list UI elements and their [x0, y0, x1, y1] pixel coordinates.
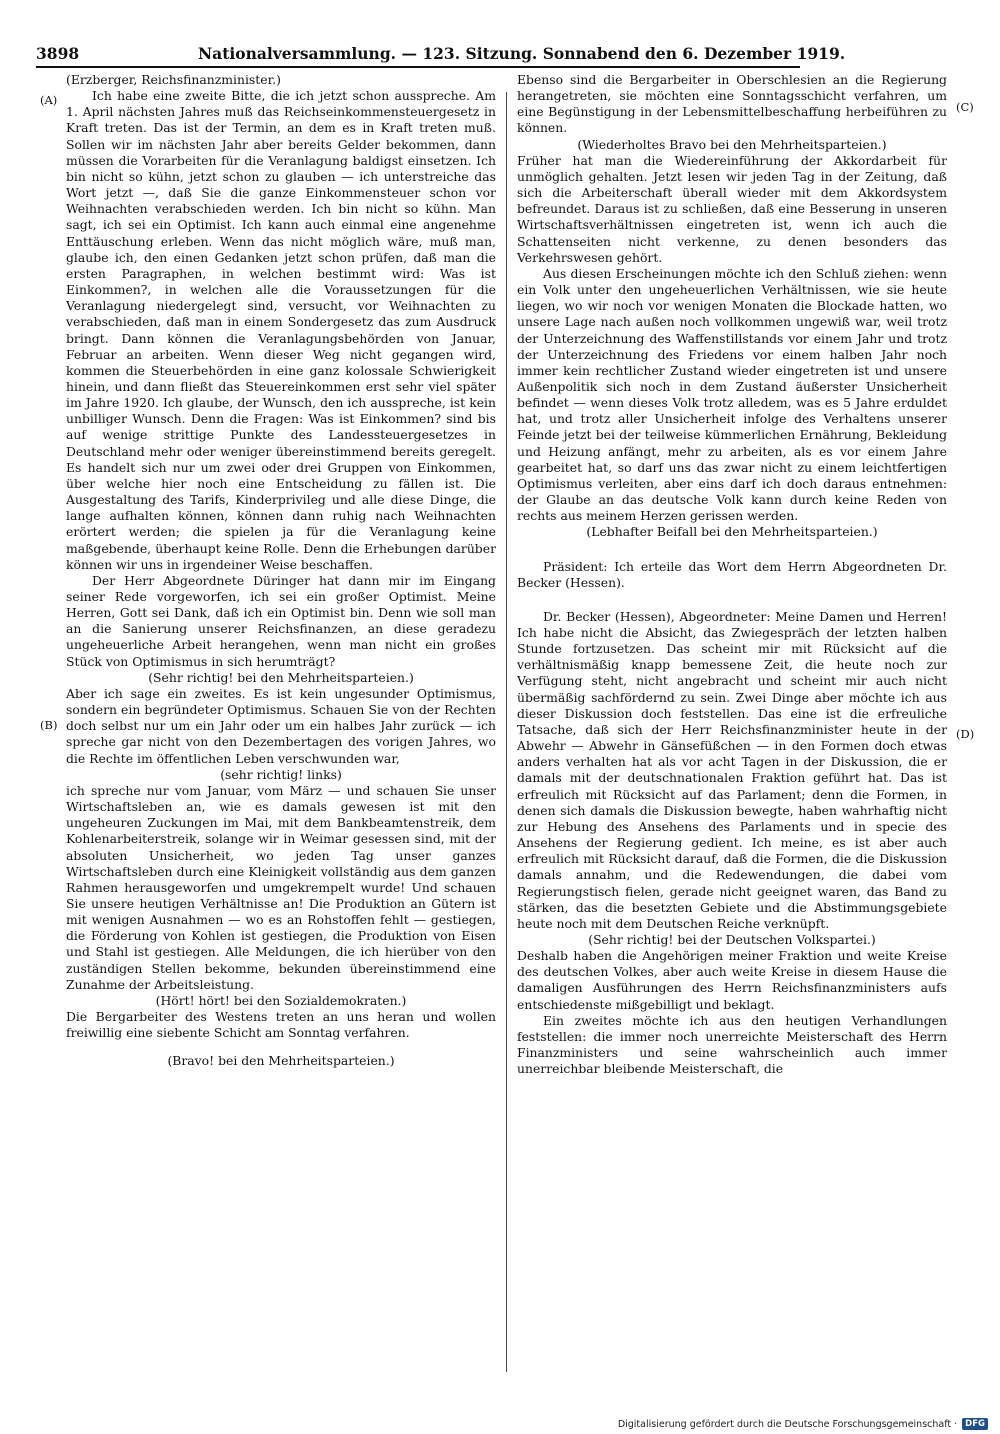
- interjection: (Lebhafter Beifall bei den Mehrheitsparteien.): [586, 524, 878, 540]
- interjection: (Sehr richtig! bei den Mehrheitsparteien.): [148, 669, 414, 685]
- page-header: [36, 40, 846, 64]
- paragraph: Der Herr Abgeordnete Düringer hat dann mir im Eingang seiner Rede vorgeworfen, ich sei ein großer Optimist. Meine Herren, Gott sei Dank, daß ich ein Optimist bin. Denn wie soll man an die Sanierung unserer Reichsfinanzen, an diese geradezu ungeheuerliche Arbeit herangehen, wenn man nicht ein großes Stück von Optimismus in sich herumträgt?: [66, 572, 496, 669]
- paragraph: Dr. Becker (Hessen), Abgeordneter: Meine Damen und Herren! Ich habe nicht die Absicht, das Zwiegespräch der letzten halben Stunde fortzusetzen. Das scheint mir mit Rücksicht auf die verhältnismäßig knapp bemessene Zeit, die heute noch zur Verfügung steht, nicht angebracht und scheint mir auch nicht übermäßig sachfördernd zu sein. Zwei Dinge aber möchte ich aus dieser Diskussion doch feststellen. Das eine ist die erfreuliche Tatsache, daß sich der Herr Reichsfinanzminister heute in der Abwehr — Abwehr in Gänsefüßchen — in den Formen doch etwas anders verhalten hat als vor acht Tagen in der Diskussion, die er damals mit der deutschnationalen Fraktion geführt hat. Das ist erfreulich mit Rücksicht auf das Parlament; denn die Formen, in denen sich damals die Diskussion bewegte, haben wahrhaftig nicht zur Hebung des Ansehens des Parlaments und in specie des Ansehens der Regierung gedient. Ich meine, es ist aber auch erfreulich mit Rücksicht darauf, daß die Formen, die die Diskussion damals annahm, und die Redewendungen, die dabei vom Regierungstisch fielen, gerade nicht geeignet waren, das Band zu stärken, das die besetzten Gebiete und die Abstimmungsgebiete heute noch mit dem Deutschen Reiche verknüpft.: [517, 608, 947, 931]
- paragraph: Aus diesen Erscheinungen möchte ich den Schluß ziehen: wenn ein Volk unter den ungeheuerlichen Verhältnissen, wie sie heute liegen, wo wir noch vor wenigen Monaten die Blockade hatten, wo unsere Lage nach außen noch vollkommen ungewiß war, weil trotz der Unterzeichnung des Waffenstillstands vor einem Jahr und trotz der Unterzeichnung des Friedens vor einem halben Jahr noch immer kein rechtlicher Zustand wieder eingetreten ist und unsere Außenpolitik sich noch in dem Zustand äußerster Unsicherheit befindet — wenn dieses Volk trotz alledem, was es 5 Jahre erduldet hat, und trotz aller Unsicherheit infolge des Verhaltens unserer Feinde jetzt bei der teilweise kümmerlichen Ernährung, Bekleidung und Heizung anfängt, mehr zu arbeiten, als es vor einem Jahre gearbeitet hat, so darf uns das zwar nicht zu einem leichtfertigen Optimismus verleiten, aber eins darf ich doch daraus entnehmen: der Glaube an das deutsche Volk kann durch keine Reden von rechts aus meinem Herzen gerissen werden.: [517, 265, 947, 524]
- page-number: 3898: [36, 44, 80, 63]
- president-statement: Präsident: Ich erteile das Wort dem Herrn Abgeordneten Dr. Becker (Hessen).: [517, 558, 947, 590]
- paragraph: Ebenso sind die Bergarbeiter in Oberschlesien an die Regierung herangetreten, sie möchten eine Sonntagsschicht verfahren, um eine Begünstigung in der Lebensmittelbeschaffung herbeiführen zu können.: [517, 72, 947, 136]
- footer-text: Digitalisierung gefördert durch die Deutsche Forschungsgemeinschaft ·: [617, 1418, 958, 1430]
- speaker-note: (Erzberger, Reichsfinanzminister.): [66, 72, 281, 87]
- interjection: (Sehr richtig! bei der Deutschen Volkspartei.): [588, 931, 876, 947]
- dfg-logo: DFG: [962, 1418, 988, 1430]
- footer-credit: [618, 1417, 988, 1431]
- paragraph: ich spreche nur vom Januar, vom März — und schauen Sie unser Wirtschaftsleben an, wie es damals gewesen ist mit den ungeheuren Zuckungen im Mai, mit dem Bankbeamtenstreik, dem Kohlenarbeiterstreik, solange wir in Weimar gesessen sind, mit der absoluten Unsicherheit, wo jeden Tag unser ganzes Wirtschaftsleben durch eine Kleinigkeit vollständig aus dem ganzen Rahmen herausgeworfen und umgekrempelt wurde! Und schauen Sie unsere heutigen Verhältnisse an! Die Produktion an Gütern ist mit wenigen Ausnahmen — wo es an Rohstoffen fehlt — gestiegen, die Förderung von Kohlen ist gestiegen, die Produktion von Eisen und Stahl ist gestiegen. Alle Meldungen, die ich hierüber von den zuständigen Stellen bekomme, bekunden übereinstimmend eine Zunahme der Arbeitsleistung.: [66, 782, 496, 992]
- interjection: (Hört! hört! bei den Sozialdemokraten.): [155, 992, 407, 1008]
- spacer: [517, 541, 947, 559]
- paragraph: Früher hat man die Wiedereinführung der Akkordarbeit für unmöglich gehalten. Jetzt lesen wir jeden Tag in der Zeitung, daß sich die Arbeiterschaft überall wieder mit dem Akkordsystem befreundet. Daraus ist zu schließen, daß eine Besserung in unseren Wirtschaftsverhältnissen eingetreten ist, wenn ich auch die Schattenseiten nicht verkenne, zu denen besonders das Verkehrswesen gehört.: [517, 152, 947, 265]
- margin-mark-a: (A): [40, 93, 58, 107]
- paragraph: Deshalb haben die Angehörigen meiner Fraktion und weite Kreise des deutschen Volkes, aber auch weite Kreise in diesem Hause die damaligen Ausführungen des Herrn Reichsfinanzministers aufs entschiedenste mißgebilligt und beklagt.: [517, 948, 947, 1012]
- spacer: [66, 1041, 496, 1053]
- header-rule: [36, 66, 800, 68]
- margin-mark-d: (D): [956, 727, 975, 741]
- interjection: (sehr richtig! links): [220, 766, 342, 782]
- paragraph: Ein zweites möchte ich aus den heutigen Verhandlungen feststellen: die immer noch unerreichte Meisterschaft des Herrn Finanzministers und seine wahrscheinlich auch immer unerreichbar bleibende Meisterschaft, die: [517, 1012, 947, 1077]
- margin-mark-c: (C): [956, 100, 974, 114]
- interjection: (Wiederholtes Bravo bei den Mehrheitsparteien.): [577, 136, 887, 152]
- paragraph: Aber ich sage ein zweites. Es ist kein ungesunder Optimismus, sondern ein begründeter Optimismus. Schauen Sie von der Rechten doch selbst nur um ein Jahr oder um ein halbes Jahr zurück — ich spreche gar nicht von den Dezembertagen des vorigen Jahres, wo die Rechte im öffentlichen Leben verschwunden war,: [66, 685, 496, 766]
- paragraph: Die Bergarbeiter des Westens treten an uns heran und wollen freiwillig eine siebente Schicht am Sonntag verfahren.: [66, 1009, 496, 1041]
- right-column: [517, 72, 947, 1382]
- paragraph: Ich habe eine zweite Bitte, die ich jetzt schon ausspreche. Am 1. April nächsten Jahres muß das Reichseinkommensteuergesetz in Kraft treten. Das ist der Termin, an dem es in Kraft treten muß. Sollen wir im nächsten Jahr aber bereits Gelder bekommen, dann müssen die Vorarbeiten für die Veranlagung baldigst einsetzen. Ich bin nicht so kühn, jetzt schon zu glauben — ich unterstreiche das Wort jetzt —, daß Sie die ganze Einkommensteuer schon vor Weihnachten verabschieden werden. Ich bin nicht so kühn. Man sagt, ich sei ein Optimist. Ich kann auch einmal eine angenehme Enttäuschung erleben. Wenn das nicht möglich wäre, muß man, glaube ich, den einen Gedanken jetzt schon prüfen, daß man die ersten Paragraphen, in welchen bestimmt wird: Was ist Einkommen?, in welchen alle die Voraussetzungen für die Veranlagung niedergelegt sind, versucht, vor Weihnachten zu verabschieden, daß man in einem Sondergesetz das zum Ausdruck bringt. Dann können die Veranlagungsbehörden von Januar, Februar an arbeiten. Wenn dieser Weg nicht gegangen wird, kommen die Steuerbehörden in eine ganz kolossale Schwierigkeit hinein, und dann fließt das Steuereinkommen erst sehr viel später im Jahre 1920. Ich glaube, der Wunsch, den ich ausspreche, ist kein unbilliger Wunsch. Denn die Fragen: Was ist Einkommen? sind bis auf wenige strittige Punkte des Landessteuergesetzes in Deutschland mehr oder weniger übereinstimmend bereits geregelt. Es handelt sich nur um zwei oder drei Gruppen von Einkommen, über welche hier noch eine Entscheidung zu fällen ist. Die Ausgestaltung des Tarifs, Kinderprivileg und alle diese Dinge, die lange aufhalten können, können dann ruhig nach Weihnachten erörtert werden; die spielen ja für die Veranlagung keine maßgebende, überhaupt keine Rolle. Denn die Erhebungen darüber können wir uns in irgendeiner Weise beschaffen.: [66, 88, 496, 572]
- spacer: [517, 591, 947, 609]
- margin-mark-b: (B): [40, 718, 58, 732]
- interjection: (Bravo! bei den Mehrheitsparteien.): [167, 1053, 395, 1069]
- left-column: [66, 72, 496, 1382]
- running-title: Nationalversammlung. — 123. Sitzung. Sonnabend den 6. Dezember 1919.: [198, 44, 846, 63]
- column-divider: [506, 92, 507, 1372]
